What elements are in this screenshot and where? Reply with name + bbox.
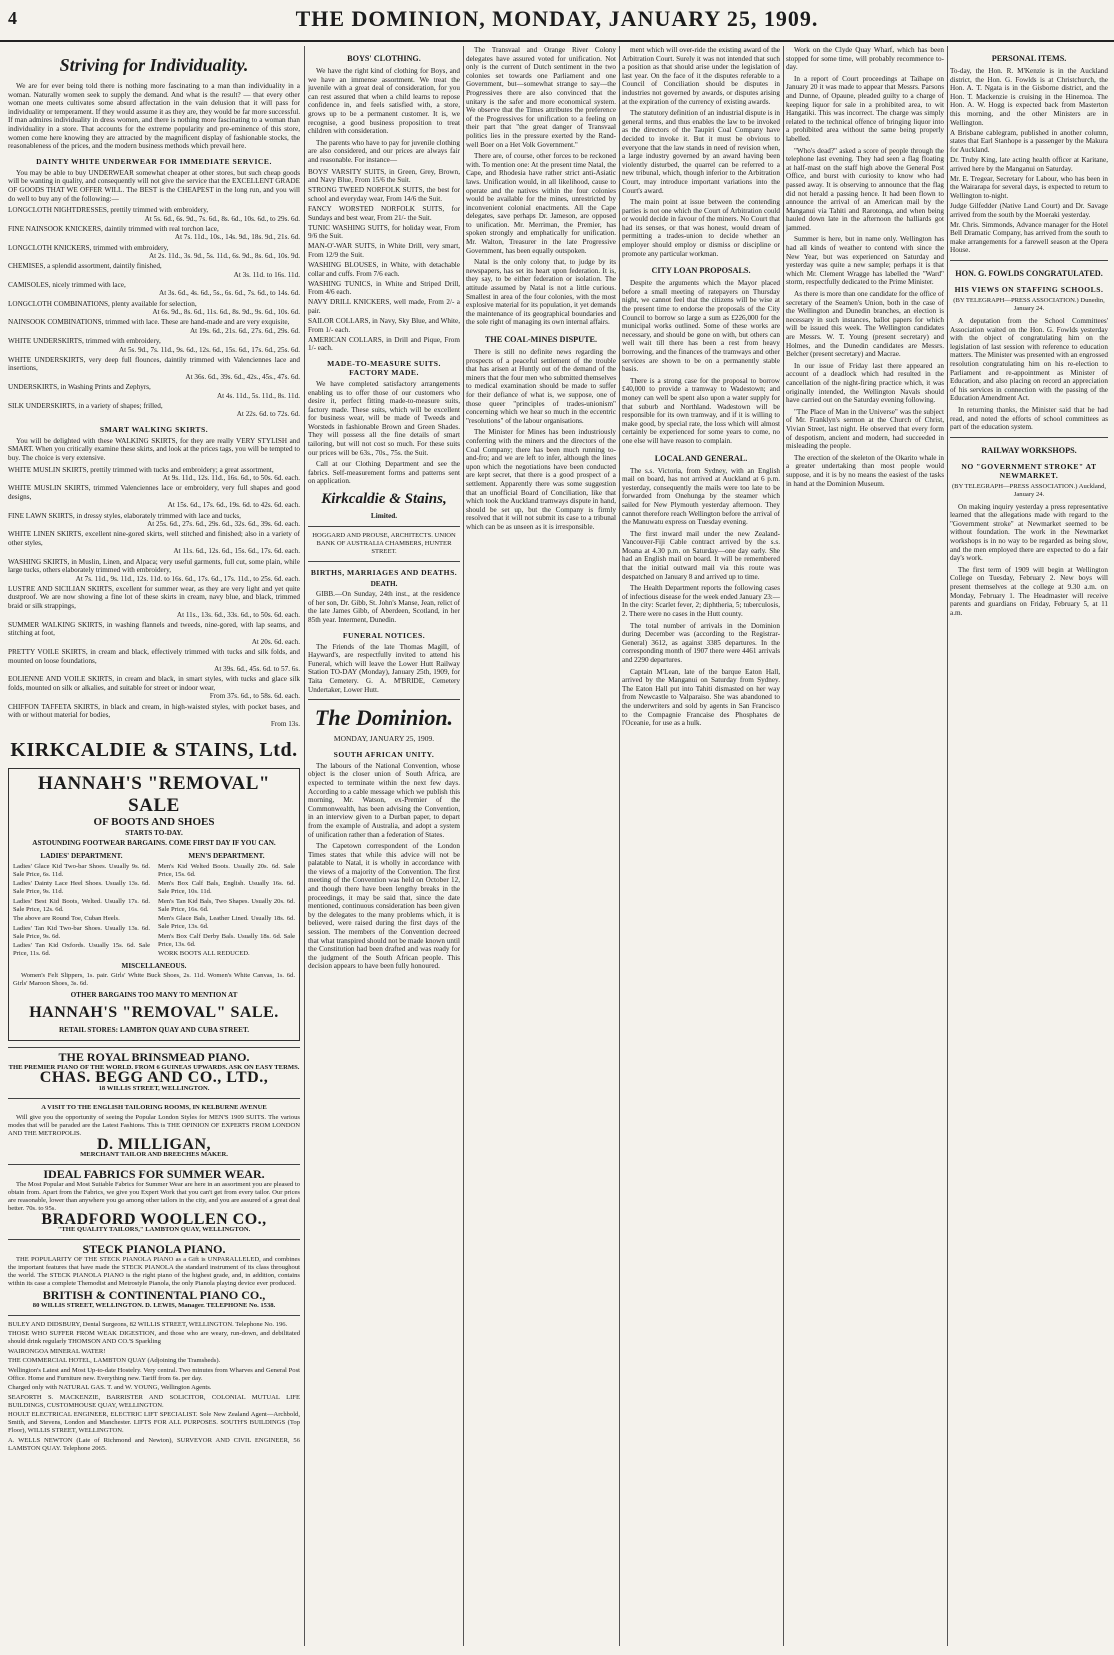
editorial-paragraph: ment which will over-ride the existing award of the Arbitration Court. Surely it was not intended that such a position as that should arise under the legislation of last year. On the face of it the disputes referable to a Council of Conciliation should be disputes in industries not governed by awards, or disputes arising at the expiration of the currency of existing awards. [622,46,780,106]
ladies-heading: LADIES' DEPARTMENT. [40,852,123,861]
intro-text: We are for ever being told there is nothing more fascinating to a man than individuality in a woman. Naturally women seek to supply the demand. And what is the result? — that every other woman one meets cultivates some absurd affectation in the vain delusion that it will pass for individuality or temperament. If they would assume it as they are, they would be far more successful. If man admires individuality in dress women, and there is nothing more fascinating to a woman than individuality in a store. That accounts for the extreme popularity and pre-eminence of this store, women come here knowing they are attracted by the magnificent display of fashionable stocks, the reasonableness of the prices, and the modern business methods which prevail here. [8,82,300,151]
item-name: CAMISOLES, nicely trimmed with lace, [8,280,126,289]
item-name: FINE NAINSOOK KNICKERS, daintily trimmed with real torchon lace, [8,224,219,233]
coal-paragraph: The Minister for Mines has been industriously conferring with the miners and the directors of the Coal Company; there has been much running to-and-fro; and we are left to infer, although the lines upon which the negotiations have been conducted are kept secret, that there is a good prospect of a settlement. Apparently there was some suggestion that an unofficial Board of Conciliation, like that which took the Auckland tramways dispute in hand, should be set up, but the Company is firmly resolved that it will not submit its case to a tribunal which can be as unseen as it is irresponsible. [466,428,616,531]
boys-item: SAILOR COLLARS, in Navy, Sky Blue, and White, From 1/- each. [308,317,460,334]
column-rule [463,46,464,1646]
item-name: WASHING SKIRTS, in Muslin, Linen, and Alpaca; very useful garments, full cut, some plain, while large tucks, others elaborately trimmed with embroidery, [8,557,300,575]
small-ad: HOULT ELECTRICAL ENGINEER, ELECTRIC LIFT SPECIALIST. Sole New Zealand Agent—Archbold, Smith, and Stevens, London and Manchester. LIFTS FOR ALL PURPOSES. SOUTH'S BUILDINGS (Top Floor), WILLIS STREET, WELLINGTON. [8,1411,300,1435]
page-number: 4 [8,8,17,28]
local-paragraph: "Who's dead?" asked a score of people through the telephone last evening. They had seen a flag floating at half-mast on the staff high above the General Post Office, and burst with curiosity to know who had passed away. It is observing to announce that the flag did not herald a passing hence. It had been flown to announce the arrival of an American mail by the Manganui via Tahiti and Rarotonga, and when being hauled down late in the afternoon the halliards got jammed. [786,146,944,232]
price-list-item [8,383,300,400]
item-name: LONGCLOTH COMBINATIONS, plenty available for selection, [8,299,197,308]
item-price: At 6s. 9d., 8s. 6d., 11s. 6d., 8s. 9d., 9s. 6d., 10s. 6d. [152,308,300,317]
funeral-notice: The Friends of the late Thomas Magill, of Hayward's, are respectfully invited to attend his Funeral, which will leave the Lower Hutt Railway Station TO-DAY (Monday), January 25th, 1909, for Taita Cemetery. G. A. M'BRIDE, Cemetery Undertaker, Lower Hutt. [308,642,460,694]
personal-item: To-day, the Hon. R. M'Kenzie is in the Auckland district, the Hon. G. Fowlds is at Christchurch, the Hon. A. T. Ngata is in the Gisborne district, and the Hon. T. Mackenzie is cruising in the Hinemoa. The Hon. A. W. Hogg is expected back from Masterton this morning, and the other Ministers are in Wellington. [950,67,1108,127]
skirts-list [8,466,300,729]
sa-heading: SOUTH AFRICAN UNITY. [333,749,435,759]
small-ads [8,1321,300,1453]
mens-item: Men's Box Calf Bals, English. Usually 16s. 6d. Sale Price, 10s. 11d. [158,880,295,896]
boys-paragraph: The parents who have to pay for juvenile clothing are also considered, and our prices are always fair and reasonable. For instance— [308,138,460,164]
small-ad: A. WELLS NEWTON (Late of Richmond and Newton), SURVEYOR AND CIVIL ENGINEER, 56 LAMBTON QUAY. Telephone 2065. [8,1436,300,1452]
item-name: PRETTY VOILE SKIRTS, in cream and black, effectively trimmed with tucks and silk folds, and mounted on loose foundations, [8,647,300,665]
boys-item: AMERICAN COLLARS, in Drill and Pique, From 1/- each. [308,335,460,353]
column-rule [783,46,784,1646]
section-heading-skirts: SMART WALKING SKIRTS. [99,424,209,434]
small-ad: BULEY AND DIDSBURY, Dental Surgeons, 82 WILLIS STREET, WELLINGTON. Telephone No. 196. [8,1320,288,1328]
boys-item: FANCY WORSTED NORFOLK SUITS, for Sundays and best wear, From 21/- the Suit. [308,204,460,222]
fowlds-heading: HON. G. FOWLDS CONGRATULATED. [955,268,1103,278]
boys-paragraph: We have the right kind of clothing for Boys, and we have an immense assortment. We treat the juvenile with a great deal of consideration, for you can rest assured that when a child learns to repose confidence in, and feels satisfied with, a store, grows up to be a permanent customer. It is, we recognise, a good business proposition to treat children with consideration. [308,67,460,136]
hannah-sale-ad [8,768,300,1041]
divider [8,1164,300,1165]
hannah-other: OTHER BARGAINS TOO MANY TO MENTION AT [70,991,238,1000]
item-name: CHIFFON TAFFETA SKIRTS, in black and cream, in high-waisted styles, with pocket bases, and with or without material for bodies, [8,702,300,720]
item-price: At 2s. 11d., 3s. 9d., 5s. 11d., 6s. 9d., 8s. 6d., 10s. 9d. [148,252,300,261]
boys-item: WASHING BLOUSES, in White, with detachable collar and cuffs. From 7/6 each. [308,260,460,278]
local-paragraph: In a report of Court proceedings at Taihape on January 20 it was made to appear that Messrs. Parsons and Dunne, of Opaune, pleaded guilty to a charge of keeping liquor for sale in a prohibited area, to wit Hangatiki. This was incorrect. The charge was simply related to the technical offence of bringing liquor into a prohibited area without the same being properly labelled. [786,74,944,143]
bradford-body: The Most Popular and Most Suitable Fabrics for Summer Wear are here in an assortment you are pleased to obtain from. Apart from the Fabrics, we give you Expert Work that you can't get from every tailor. Our prices are reasonable, lower than anywhere you go among other tailors in the city, and you are assured of a great deal better. 70s. to 95s. [8,1180,300,1212]
masthead [0,0,1114,42]
architects-ad: HOGGARD AND PROUSE, ARCHITECTS. UNION BANK OF AUSTRALIA CHAMBERS, HUNTER STREET. [312,531,456,555]
piano-subtitle: THE PREMIER PIANO OF THE WORLD. FROM 6 GUINEAS UPWARDS. ASK ON EASY TERMS. [8,1064,300,1072]
boys-item: MAN-O'-WAR SUITS, in White Drill, very smart, From 12/9 the Suit. [308,242,460,259]
ladies-item: Ladies' Best Kid Boots, Welted. Usually 17s. 6d. Sale Price, 12s. 6d. [13,897,150,913]
begg-name: CHAS. BEGG AND CO., LTD., [39,1069,269,1087]
issue-date: MONDAY, JANUARY 25, 1909. [333,734,435,744]
boys-list [308,168,460,353]
begg-address: 18 WILLIS STREET, WELLINGTON. [98,1084,210,1092]
fowlds-paragraph: In returning thanks, the Minister said that he had read, and noted the efforts of school committees as part of the education system. [950,405,1108,432]
fowlds-subheading: HIS VIEWS ON STAFFING SCHOOLS. [954,284,1104,294]
small-ad: THE COMMERCIAL HOTEL, LAMBTON QUAY (Adjoining the Tramsheds). [8,1357,221,1365]
divider [950,260,1108,261]
personal-item: A Brisbane cablegram, published in another column, states that Earl Stanhope is a passenger by the Makura for Auckland. [950,128,1108,154]
ladies-item: Ladies' Tan Kid Two-bar Shoes. Usually 13s. 6d. Sale Price, 9s. 6d. [13,924,150,940]
boys-heading: BOYS' CLOTHING. [347,54,421,63]
mens-item: Men's Glace Bals, Leather Lined. Usually 18s. 6d. Sale Price, 13s. 6d. [158,915,295,931]
personal-items-column [950,46,1108,1646]
small-ad: SEAFORTH S. MACKENZIE, BARRISTER AND SOLICITOR, COLONIAL MUTUAL LIFE BUILDINGS, CUSTOMHOUSE QUAY, WELLINGTON. [8,1393,300,1409]
bradford-heading: IDEAL FABRICS FOR SUMMER WEAR. [43,1167,265,1182]
editorial-column [622,46,780,1646]
fowlds-dateline: (BY TELEGRAPH—PRESS ASSOCIATION.) Dunedin, January 24. [953,296,1105,312]
price-list-item [8,337,300,354]
editorial-column [466,46,616,1646]
death-label: DEATH. [370,579,398,588]
personal-item: Judge Gilfedder (Native Land Court) and Dr. Savage arrived from the south by the Moeraki yesterday. [950,201,1108,219]
paper-name: The Dominion. [314,705,454,731]
skirts-intro: You will be delighted with these WALKING SKIRTS, for they are really VERY STYLISH and SMART. When you critically examine these skirts, and look at the prices tags, you will be tempted to buy. The choice is very extensive. [8,436,300,462]
price-list-item [8,206,300,223]
price-list-item [8,484,300,510]
sa-paragraph: The Capetown correspondent of the London Times states that while this advice will not be palatable to Natal, it is wholly in accordance with the views of a majority of the Convention. The first meeting of the Convention was held on October 12, and though there have been lengthy breaks in the proceedings, it may be said that, since the date mentioned, continuous consideration has been given by the delegates to the many problems which, it is believed, were raised during the first days of the session. The members of the Convention decreed that what transpired should not be made known until the Constitution had been drafted and was ready for the judgment of the South African people. This decision appears to have been fully honoured. [308,842,460,971]
price-list-item [8,558,300,584]
steck-heading: STECK PIANOLA PIANO. [82,1242,226,1257]
price-list-item [8,225,300,242]
item-price: At 11s. 6d., 12s. 6d., 15s. 6d., 17s. 6d. each. [173,547,300,556]
hannah-title: HANNAH'S "REMOVAL" SALE [38,773,270,817]
funeral-heading: FUNERAL NOTICES. [342,630,426,640]
item-price: At 3s. 6d., 4s. 6d., 5s., 6s. 6d., 7s. 6d., to 14s. 6d. [159,289,300,298]
advertisement-column [8,46,300,1646]
price-list-item [8,318,300,335]
item-name: UNDERSKIRTS, in Washing Prints and Zephyrs, [8,382,151,391]
item-name: LUSTRE AND SICILIAN SKIRTS, excellent for summer wear, as they are very light and yet quite dustproof. We are now showing a fine lot of these skirts in cream, navy blue, and black, trimmed braid or silk strappings, [8,584,300,610]
item-price: At 5s. 9d., 7s. 11d., 9s. 6d., 12s. 6d., 15s. 6d., 17s. 6d., 25s. 6d. [118,345,300,354]
local-paragraph: Summer is here, but in name only. Wellington has had all kinds of weather to contend with since the New Year, but was experienced on Saturday and yesterday was quite a new sample; perhaps it is that which Mr. Clement Wragge has labelled the "Ward" storm, respectfully dedicated to the Prime Minister. [786,235,944,287]
price-list-item [8,675,300,701]
bradford-name: BRADFORD WOOLLEN CO., [41,1210,267,1228]
mens-item: Men's Kid Welted Boots. Usually 20s. 6d. Sale Price, 15s. 6d. [158,862,295,878]
milligan-body: Will give you the opportunity of seeing the Popular London Styles for MEN'S 1909 SUITS. The various modes that will be paraded are the Latest Fashions. This is THE OPINION OF EXPERTS FROM LONDON AND THE METROPOLIS. [8,1113,300,1137]
railway-dateline: (BY TELEGRAPH—PRESS ASSOCIATION.) Auckland, January 24. [951,482,1107,498]
boys-item: BOYS' VARSITY SUITS, in Green, Grey, Brown, and Navy Blue, From 15/6 the Suit. [308,167,460,185]
editorial-paragraph: The main point at issue between the contending parties is not one which the Court of Arbitration could or would decide in favour of the miners. No Court that had its senses, or that was honest, would dream of permitting a trades-union to decide whether an employer should employ or dismiss or discipline or promote any particular workman. [622,198,780,258]
price-list-item [8,530,300,556]
boys-item: NAVY DRILL KNICKERS, well made, From 2/- a pair. [308,298,460,315]
personal-item: Mr. Chris. Simmonds, Advance manager for the Hotel Bell Dramatic Company, has arrived from the south to make arrangements for a farewell season at the Opera House. [950,220,1108,255]
local-paragraph: The first inward mail under the new Zealand-Vancouver-Fiji Cable contract arrived by the s.s. Moana at 4.30 p.m. on Saturday—one day early. She had an English mail on board. It will be remembered that the initial outward mail via this route was despatched on January 8 and arrived up to time. [622,529,780,581]
divider [308,526,460,527]
hannah-astounding: ASTOUNDING FOOTWEAR BARGAINS. COME FIRST DAY IF YOU CAN. [32,839,276,848]
underwear-list [8,206,300,419]
item-name: LONGCLOTH KNICKERS, trimmed with embroidery, [8,243,169,252]
item-price: At 7s. 11d., 9s. 11d., 12s. 11d. to 16s. 6d., 17s. 6d., 17s. 11d., to 25s. 6d. each. [75,574,300,583]
personal-heading: PERSONAL ITEMS. [991,54,1067,63]
item-price: At 4s. 11d., 5s. 11d., 8s. 11d. [216,391,300,400]
mens-department [158,850,295,960]
item-name: NAINSOOK COMBINATIONS, trimmed with lace. These are hand-made and are very exquisite, [8,318,290,327]
hannah-subtitle: OF BOOTS AND SHOES [93,816,215,829]
price-list-item [8,402,300,419]
steck-address: 80 WILLIS STREET, WELLINGTON. D. LEWIS, Manager. TELEPHONE No. 1538. [32,1301,276,1309]
kirkcaldie-brand: KIRKCALDIE & STAINS, Ltd. [10,739,298,762]
editorial-paragraph: The Transvaal and Orange River Colony delegates have assured voted for unification. Not only is the current of Dutch sentiment in the two colonies set towards one Parliament and one Government, but—somewhat strange to say—the Progressives there are also convinced that the unitary is the safer and more economical system. We observe that the Times attributes the preference of the Progressives for unification to a feeling on their part that "the great danger of Transvaal politics lies in the pressure exerted by the Rand-well Boer on a Het Volk Government." [466,46,616,149]
item-price: At 7s. 11d., 10s., 14s. 9d., 18s. 9d., 21s. 6d. [174,233,300,242]
bradford-tag: "THE QUALITY TAILORS," LAMBTON QUAY, WELLINGTON. [57,1226,251,1234]
bmd-heading: BIRTHS, MARRIAGES AND DEATHS. [310,567,458,577]
small-ad: Charged only with NATURAL GAS. T. and W. YOUNG, Wellington Agents. [8,1384,212,1392]
item-name: WHITE UNDERSKIRTS, trimmed with embroidery, [8,336,161,345]
newspaper-title: THE DOMINION, MONDAY, JANUARY 25, 1909. [295,6,819,31]
editorial-paragraph: There are, of course, other forces to be reckoned with. To mention one: At the present time Natal, the Cape, and Rhodesia have rather strict anti-Asiatic laws. Unification would, in all likelihood, cause to operate and the natives within the four colonies would be available for the mines, unrestricted by inconvenient colonial enactments. All the Cape delegates, save perhaps Dr. Jameson, are opposed to unification. Mr. Merriman, the Premier, has spoken strongly and emphatically for unification. Mr. Walton, Treasurer in the late Progressive Government, has been equally outspoken. [466,152,616,255]
local-paragraph: The s.s. Victoria, from Sydney, with an English mail on board, has not arrived at Auckland at 6 p.m. yesterday, consequently the mails were too late to be forwarded from Onehunga by the steamer which sailed for New Plymouth yesterday afternoon. They cannot therefore reach Wellington before the arrival of the Manuwatu express on Tuesday evening. [622,466,780,527]
death-notice: GIBB.—On Sunday, 24th inst., at the residence of her son, Dr. Gibb, St. John's Manse, Jean, relict of the late James Gibb, of Aberdeen, Scotland, in her 85th year. Interment, Dunedin. [308,590,460,624]
railway-paragraph: The first term of 1909 will begin at Wellington College on Tuesday, February 2. New boys will present themselves at the college at 9.30 a.m. on Monday, February 1. The Headmaster will receive parents and guardians on Friday, February 5, at 11 a.m. [950,565,1108,617]
item-price: At 39s. 6d., 45s. 6d. to 57. 6s. [214,665,300,674]
column-rule [619,46,620,1646]
local-paragraph: Captain M'Lean, late of the barque Eaton Hall, arrived by the Manganui on Saturday from Sydney. The Eaton Hall put into Tahiti dismasted on her way from Newcastle to Valparaiso. She was abandoned to the underwriters and sold by agents in San Francisco to the Compagnie Francaise des Phosphates de l'Oceanie, for use as a hulk. [622,667,780,728]
piano-title: THE ROYAL BRINSMEAD PIANO. [58,1050,250,1065]
fowlds-paragraph: A deputation from the School Committees' Association waited on the Hon. G. Fowlds yesterday with the object of congratulating him on the legislation of last session with reference to education matters. The Minister was presented with an engrossed resolution congratulating him on his re-election to Parliament and re-appointment as Minister of Education, and also placing on record an appreciation of his services in connection with the passing of the Education Amendment Act. [950,316,1108,403]
item-name: SILK UNDERSKIRTS, in a variety of shapes; frilled, [8,401,163,410]
local-paragraph: The erection of the skeleton of the Okarito whale in a greater undertaking than most people would suppose, and it is by no means the easiest of the tasks in hand at the Dominion Museum. [786,453,944,488]
divider [8,1315,300,1316]
mens-item: Men's Tan Kid Bals, Two Shapes. Usually 20s. 6d. Sale Price, 16s. 6d. [158,897,295,913]
item-name: EOLIENNE AND VOILE SKIRTS, in cream and black, in smart styles, with tucks and glace silk folds, mounted on silk or alkalies, and suitable for street or indoor wear, [8,675,300,692]
price-list-item [8,244,300,261]
city-loan-paragraph: Despite the arguments which the Mayor placed before a small meeting of ratepayers on Thursday night, we cannot feel that the citizens will be wise at the present time to endorse the proposals of the City Council to borrow so large a sum as £226,000 for the municipal works outlined. Some of these works are necessary, and should be gone on with, but others can well wait till there has been a rest from heavy borrowing, and the finances of the tramways and other services are shown to be on a permanently stable basis. [622,279,780,374]
item-name: SUMMER WALKING SKIRTS, in washing flannels and tweeds, nine-gored, with lap seams, and stitching at foot, [8,620,300,638]
sa-paragraph: The labours of the National Convention, whose object is the closer union of South Africa, are expected to terminate within the next few days. According to a cable message which we publish this morning, Mr. Watson, ex-Premier of the Commonwealth, has been advising the Convention, in an interview given to a Durban paper, to depart from the example of Australia, and adopt a system of unification rather than a federation of States. [308,761,460,839]
ladies-item: The above are Round Toe, Cuban Heels. [13,915,120,923]
item-name: WHITE LINEN SKIRTS, excellent nine-gored skirts, well stitched and finished; also in a variety of other styles, [8,530,300,547]
steck-body: THE POPULARITY OF THE STECK PIANOLA PIANO as a Gift is UNPARALLELED, and combines the important features that have made the STECK PIANOLA the standard instrument of its class throughout the world. The STECK PIANOLA PIANO is the right piano of the highest grade, and, in addition, contains within its case a complete Themodist and Metrostyle Pianola, the only Pianola playing device ever produced. [8,1256,300,1287]
ladies-item: Ladies' Dainty Lace Heel Shoes. Usually 13s. 6d. Sale Price, 9s. 11d. [13,880,150,896]
item-price: From 13s. [270,719,300,728]
item-price: At 19s. 6d., 21s. 6d., 27s. 6d., 29s. 6d. [189,326,300,335]
divider [308,699,460,700]
column-rule [947,46,948,1646]
ladies-department [13,850,150,960]
misc-items: Women's Felt Slippers, 1s. pair. Girls' White Buck Shoes, 2s. 11d. Women's White Canvas, 1s. 6d. Girls' Maroon Shoes, 3s. 6d. [13,972,295,988]
misc-heading: MISCELLANEOUS. [121,961,187,970]
measure-heading: MADE-TO-MEASURE SUITS. FACTORY MADE. [327,358,441,377]
item-price: At 25s. 6d., 27s. 6d., 29s. 6d., 32s. 6d., 39s. 6d. each. [147,520,300,529]
editorial-paragraph: Natal is the only colony that, to judge by its newspapers, has set its heart upon federation. It is, they say, to be either federation or isolation. The attitude assumed by Natal is not a little curious. Smallest in area of the four colonies, with the most explosive material for its population, it yet demands the maintenance of its geographical boundaries and the sole right of managing its own internal affairs. [466,258,616,327]
column-rule [304,46,305,1646]
item-price: From 37s. 6d., to 58s. 6d. each. [209,692,300,701]
local-paragraph: The Health Department reports the following cases of infectious disease for the week ended January 23:—In the city: Scarlet fever, 2; diphtheria, 5; tuberculosis, 2. There were no cases in the Hutt county. [622,584,780,619]
hannah-departments [13,850,295,960]
mens-item: WORK BOOTS ALL REDUCED. [158,950,250,958]
item-price: At 11s., 13s. 6d., 33s. 6d., to 50s. 6d. each. [176,610,300,619]
railway-subheading: NO "GOVERNMENT STROKE" AT NEWMARKET. [961,461,1097,480]
local-paragraph: In our issue of Friday last there appeared an account of a deadlock which had resulted in the cancellation of the night-firing practice which, it was originally intended, the Wellington Navals should have carried out on the Saturday evening following. [786,361,944,405]
local-news-column [786,46,944,1646]
kirkcaldie-limited: Limited. [370,512,398,521]
railway-heading: RAILWAY WORKSHOPS. [981,445,1077,455]
item-name: WHITE MUSLIN SKIRTS, prettily trimmed with tucks and embroidery; a great assortment, [8,465,274,474]
coal-paragraph: There is still no definite news regarding the prospects of a peaceful settlement of the trouble that has arisen at Huntly out of the demand of the miners that the four men who submitted themselves to medical examination should be made to suffer for their defiance of what is, we suppose, one of those queer "principles of trades-unionism" concerning which we hear so much in the eccentric "resolutions" of the labour organisations. [466,348,616,425]
item-price: At 22s. 6d. to 72s. 6d. [236,410,300,419]
mens-list [158,863,295,959]
price-list-item [8,281,300,298]
steck-company: BRITISH & CONTINENTAL PIANO CO., [42,1288,266,1302]
measure-paragraph: Call at our Clothing Department and see the fabrics. Self-measurement forms and patterns sent on application. [308,460,460,486]
section-heading-underwear: DAINTY WHITE UNDERWEAR FOR IMMEDIATE SERVICE. [36,156,272,166]
boys-clothing-column [308,46,460,1646]
item-price: At 5s. 6d., 6s. 9d., 7s. 6d., 8s. 6d., 10s. 6d., to 29s. 6d. [144,214,300,223]
boys-item: TUNIC WASHING SUITS, for holiday wear, From 9/6 the Suit. [308,223,460,241]
price-list-item [8,585,300,619]
ladies-item: Ladies' Glace Kid Two-bar Shoes. Usually 9s. 6d. Sale Price, 6s. 11d. [13,862,150,878]
local-paragraph: The total number of arrivals in the Dominion during December was (according to the Registrar-General) 3612, as against 3385 departures. In the corresponding month of 1907 there were 4461 arrivals and 2290 departures. [622,621,780,664]
price-list-item [8,703,300,729]
milligan-role: MERCHANT TAILOR AND BREECHES MAKER. [80,1151,228,1159]
personal-item: Mr. E. Tregear, Secretary for Labour, who has been in the Wairarapa for several days, is expected to return to Wellington to-night. [950,174,1108,200]
small-ad: Wellington's Latest and Most Up-to-date Hostelry. Very central. Two minutes from Wharves and General Post Office. Home and Furniture new. Everything new. Tariff from 6s. per day. [8,1366,300,1382]
item-name: WHITE MUSLIN SKIRTS, trimmed Valenciennes lace or embroidery, very full shapes and good designs, [8,484,300,501]
local-paragraph: "The Place of Man in the Universe" was the subject of Mr. Franklyn's sermon at the Church of Christ, Vivian Street, last night. He observed that every form of despotism, ancient and modern, had succeeded in misleading the people. [786,407,944,451]
divider [8,1239,300,1240]
price-list-item [8,466,300,483]
mens-item: Men's Box Calf Derby Bals. Usually 18s. 6d. Sale Price, 13s. 6d. [158,932,295,948]
local-paragraph: Work on the Clyde Quay Wharf, which has been stopped for some time, will probably recommence to-day. [786,46,944,72]
item-name: CHEMISES, a splendid assortment, daintily finished, [8,262,162,271]
milligan-lead: A VISIT TO THE ENGLISH TAILORING ROOMS, IN KELBURNE AVENUE [41,1103,267,1111]
divider [308,561,460,562]
price-list-item [8,648,300,674]
ladies-list [13,863,150,959]
city-loan-heading: CITY LOAN PROPOSALS. [651,266,751,276]
hannah-footer: HANNAH'S "REMOVAL" SALE. [29,1003,279,1021]
item-price: At 20s. 6d. each. [251,637,300,646]
small-ad: WAIRONGOA MINERAL WATER! [8,1347,106,1355]
boys-item: WASHING TUNICS, in White and Striped Drill, From 4/6 each. [308,279,460,297]
item-name: FINE LAWN SKIRTS, in dressy styles, elaborately trimmed with lace and tucks, [8,511,241,520]
item-price: At 3s. 11d. to 16s. 11d. [233,270,300,279]
boys-item: STRONG TWEED NORFOLK SUITS, the best for school and everyday wear, From 14/6 the Suit. [308,186,460,203]
coal-heading: THE COAL-MINES DISPUTE. [484,335,598,344]
item-name: LONGCLOTH NIGHTDRESSES, prettily trimmed with embroidery, [8,206,209,215]
measure-paragraph: We have completed satisfactory arrangements enabling us to offer those of our customers who desire it, perfect fitting made-to-measure suits, factory made. These suits, which will be excellent for business wear, will be made of Tweeds and Worsteds in fashionable Brown and Green Shades. They will possess all the fine details of smart tailoring, but will not cost so much. For these suits our prices will be 63s., 70s., 75s. the Suit. [308,379,460,457]
mens-heading: MEN'S DEPARTMENT. [188,852,265,861]
small-ad: THOSE WHO SUFFER FROM WEAK DIGESTION, and those who are weary, run-down, and debilitated should drink regularly THOMSON AND CO.'S Sparkling [8,1330,300,1346]
editorial-paragraph: The statutory definition of an industrial dispute is in general terms, and thus enables the law to be invoked as the directors of the Taupiri Coal Company have decided to invoke it. But it must be obvious to everyone that the law stands in need of revision when, a large industry governed by an award having been violently disturbed, the quarrel can be referred to a new tribunal, which, though inferior to the Arbitration Court, may introduce important variations into the Court's award. [622,109,780,195]
underwear-intro: You may be able to buy UNDERWEAR somewhat cheaper at other stores, but such cheap goods will be wanting in quality, and consequently will not give the service that the EXCELLENT GRADE OF GOODS THAT WE OFFER WILL. The BEST is the CHEAPEST in the long run, and you will do well to buy any of the following:— [8,168,300,203]
divider [8,1047,300,1048]
price-list-item [8,300,300,317]
railway-paragraph: On making inquiry yesterday a press representative learned that the allegations made with regard to the "Government stroke" at Newmarket seemed to be without foundation. The work in the Newmarket workshops is in no way to be regarded as being slow, and the men employed there are expected to do a fair day's work. [950,502,1108,563]
local-paragraph: As there is more than one candidate for the office of secretary of the Seamen's Union, both in the case of the Wellington and Dunedin branches, an election is necessary in such instances, ballot papers for which will be issued this week. The Wellington candidates are Messrs. W. T. Young (present secretary) and Holmes, and the Dunedin candidates are Messrs. Belcher (present secretary) and Macrae. [786,290,944,359]
personal-list [950,67,1108,255]
hannah-address: RETAIL STORES: LAMBTON QUAY AND CUBA STREET. [58,1025,250,1034]
item-price: At 15s. 6d., 17s. 6d., 19s. 6d. to 42s. 6d. each. [167,501,300,510]
headline-individuality: Striving for Individuality. [59,55,249,75]
personal-item: Dr. Truby King, late acting health officer at Karitane, arrived here by the Manganui on Saturday. [950,155,1108,173]
price-list-item [8,262,300,279]
divider [8,1098,300,1099]
kirkcaldie-logo: Kirkcaldie & Stains, [321,491,447,508]
item-price: At 9s. 11d., 12s. 11d., 16s. 6d., to 50s. 6d. each. [162,474,300,483]
ladies-item: Ladies' Tan Kid Oxfords. Usually 15s. 6d. Sale Price, 11s. 6d. [13,942,150,958]
city-loan-paragraph: There is a strong case for the proposal to borrow £40,000 to provide a tramway to Wadestown; and money can well be spent also upon a water supply for that suburb and Northland. Wadestown will be responsible for its own tramway, and if it is willing to make good, by special rate, the loss which will almost certainly be experienced for some years to come, no one else will have reason to complain. [622,376,780,445]
item-price: At 36s. 6d., 39s. 6d., 42s., 45s., 47s. 6d. [185,372,300,381]
hannah-starts: STARTS TO-DAY. [125,828,183,837]
divider [950,437,1108,438]
price-list-item [8,621,300,647]
item-name: WHITE UNDERSKIRTS, very deep full flounces, daintily trimmed with Valenciennes lace and insertions, [8,355,300,373]
local-general-heading: LOCAL AND GENERAL. [654,453,748,463]
milligan-name: D. MILLIGAN, [96,1135,211,1153]
price-list-item [8,512,300,529]
price-list-item [8,356,300,382]
